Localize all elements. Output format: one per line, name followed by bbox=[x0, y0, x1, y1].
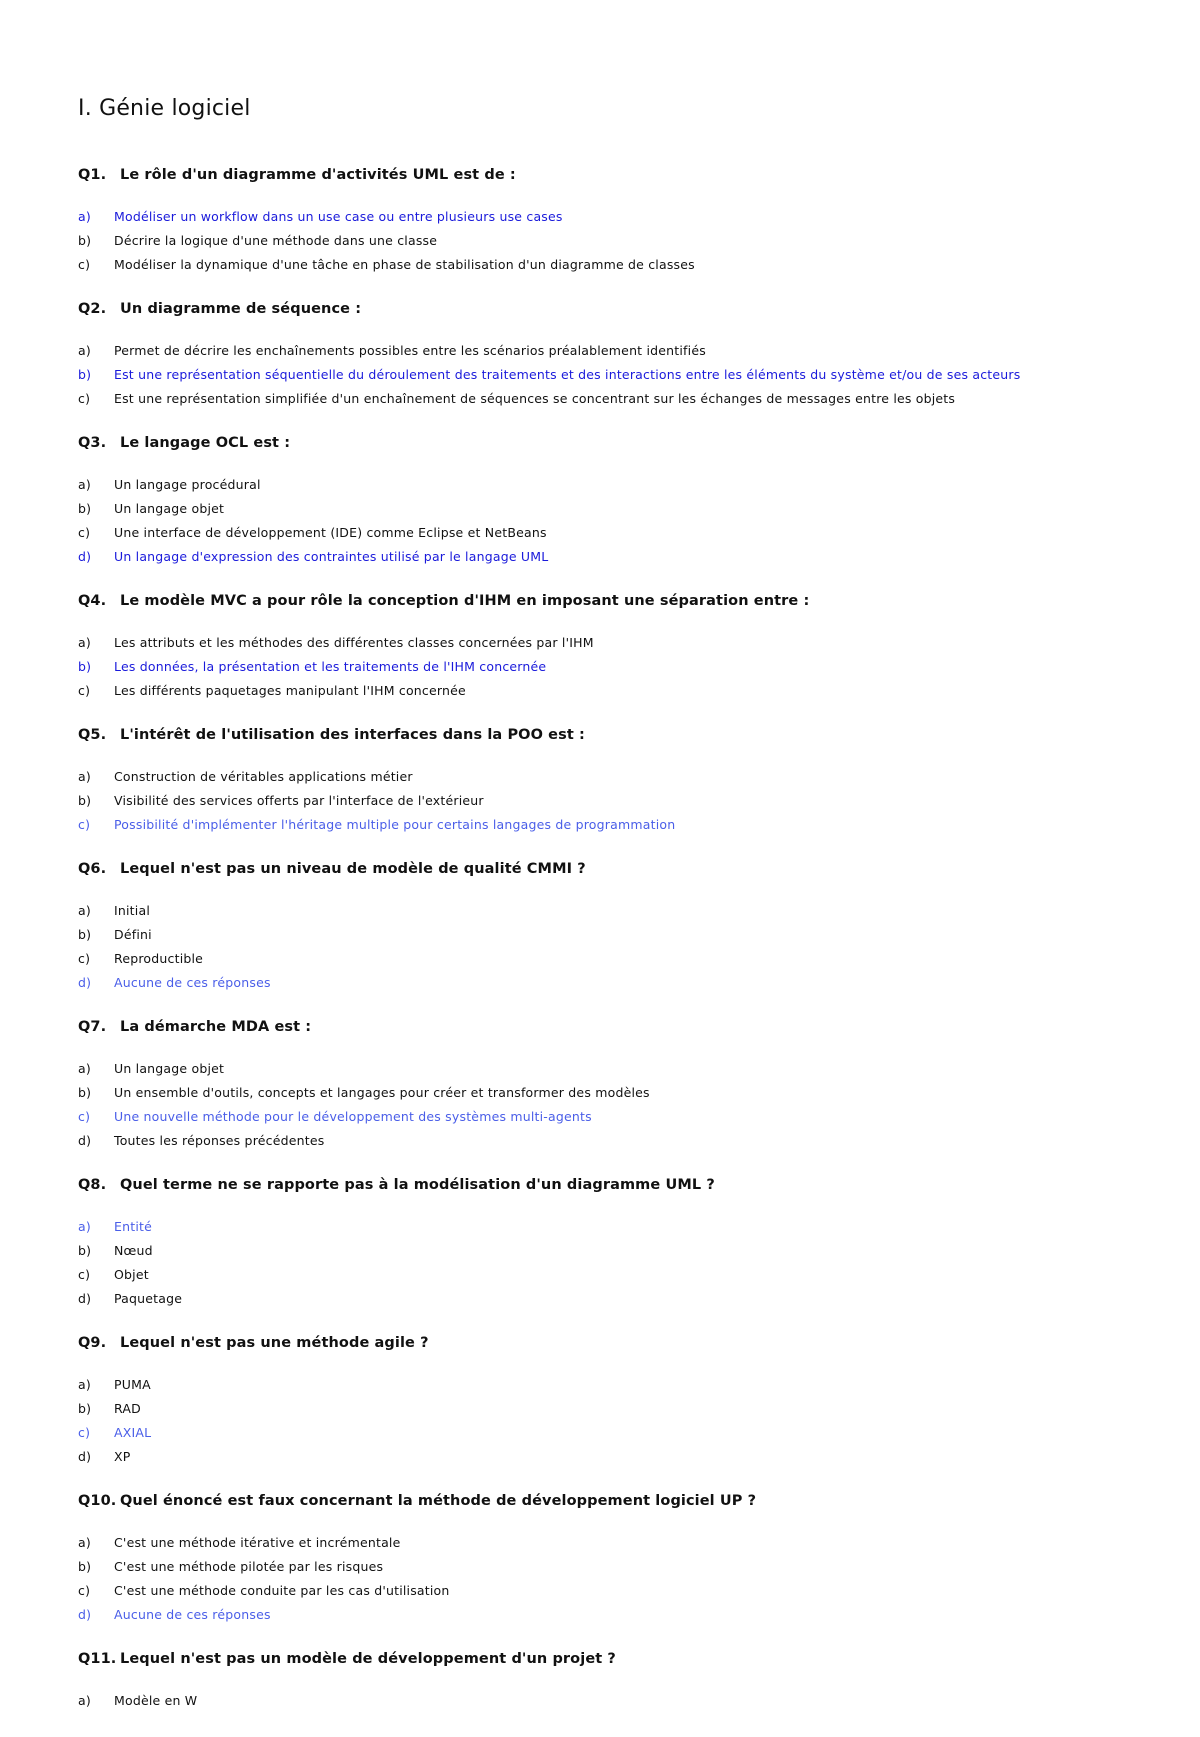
answer-letter: c) bbox=[78, 257, 91, 272]
answer-option bbox=[78, 387, 1118, 411]
answer-text: Possibilité d'implémenter l'héritage multiple pour certains langages de programmation bbox=[114, 817, 676, 832]
answer-letter: d) bbox=[78, 1291, 92, 1306]
answer-option-correct bbox=[78, 1215, 1118, 1239]
answer-letter: a) bbox=[78, 1219, 91, 1234]
answer-letter: d) bbox=[78, 549, 92, 564]
question-block bbox=[78, 593, 1118, 703]
question-text: Lequel n'est pas une méthode agile ? bbox=[120, 1335, 429, 1351]
question-block bbox=[78, 1177, 1118, 1311]
answer-option bbox=[78, 1555, 1118, 1579]
answer-letter: b) bbox=[78, 501, 92, 516]
answer-text: Entité bbox=[114, 1219, 152, 1234]
answer-list bbox=[78, 1215, 1118, 1311]
answer-text: Nœud bbox=[114, 1243, 153, 1258]
answer-option bbox=[78, 1129, 1118, 1153]
answer-option bbox=[78, 1445, 1118, 1469]
answer-list bbox=[78, 1689, 1118, 1713]
answer-option-correct bbox=[78, 971, 1118, 995]
answer-option bbox=[78, 765, 1118, 789]
answer-text: Un langage objet bbox=[114, 1061, 225, 1076]
answer-text: Initial bbox=[114, 903, 150, 918]
answer-letter: c) bbox=[78, 1583, 91, 1598]
answer-option-correct bbox=[78, 363, 1118, 387]
answer-option bbox=[78, 497, 1118, 521]
answer-text: Les données, la présentation et les traitements de l'IHM concernée bbox=[114, 659, 547, 674]
answer-text: Modéliser un workflow dans un use case ou entre plusieurs use cases bbox=[114, 209, 563, 224]
question-text: Le langage OCL est : bbox=[120, 435, 291, 451]
answer-option-correct bbox=[78, 813, 1118, 837]
answer-letter: b) bbox=[78, 1243, 92, 1258]
answer-text: Reproductible bbox=[114, 951, 204, 966]
question-number: Q11. bbox=[78, 1651, 117, 1667]
answer-letter: a) bbox=[78, 343, 91, 358]
question-title bbox=[78, 1493, 1118, 1509]
question-text: La démarche MDA est : bbox=[120, 1019, 312, 1035]
answer-list bbox=[78, 1057, 1118, 1153]
answer-letter: c) bbox=[78, 817, 91, 832]
question-number: Q5. bbox=[78, 727, 107, 743]
exam-page bbox=[78, 96, 1118, 1737]
answer-letter: b) bbox=[78, 1401, 92, 1416]
answer-list bbox=[78, 765, 1118, 837]
answer-letter: a) bbox=[78, 769, 91, 784]
answer-option bbox=[78, 899, 1118, 923]
question-title bbox=[78, 593, 1118, 609]
question-block bbox=[78, 1335, 1118, 1469]
question-text: Quel terme ne se rapporte pas à la modélisation d'un diagramme UML ? bbox=[120, 1177, 715, 1193]
answer-option bbox=[78, 1263, 1118, 1287]
answer-text: AXIAL bbox=[114, 1425, 152, 1440]
answer-letter: a) bbox=[78, 1061, 91, 1076]
answer-letter: b) bbox=[78, 367, 92, 382]
question-number: Q4. bbox=[78, 593, 107, 609]
answer-letter: d) bbox=[78, 1607, 92, 1622]
question-number: Q3. bbox=[78, 435, 107, 451]
answer-letter: b) bbox=[78, 659, 92, 674]
answer-option bbox=[78, 679, 1118, 703]
answer-letter: c) bbox=[78, 1267, 91, 1282]
question-text: Lequel n'est pas un modèle de développement d'un projet ? bbox=[120, 1651, 616, 1667]
answer-text: Permet de décrire les enchaînements possibles entre les scénarios préalablement identifiés bbox=[114, 343, 706, 358]
answer-option-correct bbox=[78, 1421, 1118, 1445]
question-text: Un diagramme de séquence : bbox=[120, 301, 362, 317]
answer-list bbox=[78, 899, 1118, 995]
answer-text: Un langage objet bbox=[114, 501, 225, 516]
question-number: Q9. bbox=[78, 1335, 107, 1351]
answer-option bbox=[78, 229, 1118, 253]
question-list bbox=[78, 167, 1118, 1713]
answer-text: Paquetage bbox=[114, 1291, 183, 1306]
question-block bbox=[78, 1651, 1118, 1713]
answer-letter: c) bbox=[78, 683, 91, 698]
question-number: Q7. bbox=[78, 1019, 107, 1035]
question-block bbox=[78, 1493, 1118, 1627]
question-text: Le rôle d'un diagramme d'activités UML est de : bbox=[120, 167, 516, 183]
answer-text: Est une représentation séquentielle du déroulement des traitements et des interactions entre les éléments du système et/ou de ses acteurs bbox=[114, 367, 1021, 382]
answer-letter: c) bbox=[78, 391, 91, 406]
answer-list bbox=[78, 1373, 1118, 1469]
answer-letter: a) bbox=[78, 477, 91, 492]
answer-option bbox=[78, 947, 1118, 971]
answer-letter: a) bbox=[78, 1377, 91, 1392]
answer-text: Les attributs et les méthodes des différentes classes concernées par l'IHM bbox=[114, 635, 594, 650]
question-number: Q6. bbox=[78, 861, 107, 877]
answer-option bbox=[78, 253, 1118, 277]
answer-letter: c) bbox=[78, 1109, 91, 1124]
answer-text: Modéliser la dynamique d'une tâche en phase de stabilisation d'un diagramme de classes bbox=[114, 257, 695, 272]
question-block bbox=[78, 301, 1118, 411]
question-number: Q1. bbox=[78, 167, 107, 183]
section-title: I. Génie logiciel bbox=[78, 96, 251, 121]
answer-option-correct bbox=[78, 655, 1118, 679]
question-number: Q10. bbox=[78, 1493, 117, 1509]
question-block bbox=[78, 435, 1118, 569]
question-text: Lequel n'est pas un niveau de modèle de qualité CMMI ? bbox=[120, 861, 586, 877]
answer-option bbox=[78, 923, 1118, 947]
answer-text: Décrire la logique d'une méthode dans une classe bbox=[114, 233, 438, 248]
answer-letter: a) bbox=[78, 1535, 91, 1550]
answer-list bbox=[78, 205, 1118, 277]
answer-option bbox=[78, 1397, 1118, 1421]
answer-option bbox=[78, 1579, 1118, 1603]
question-title bbox=[78, 1019, 1118, 1035]
question-text: L'intérêt de l'utilisation des interfaces dans la POO est : bbox=[120, 727, 585, 743]
answer-text: Les différents paquetages manipulant l'IHM concernée bbox=[114, 683, 466, 698]
answer-letter: c) bbox=[78, 525, 91, 540]
answer-text: Une interface de développement (IDE) comme Eclipse et NetBeans bbox=[114, 525, 547, 540]
question-block bbox=[78, 1019, 1118, 1153]
answer-text: Modèle en W bbox=[114, 1693, 198, 1708]
answer-list bbox=[78, 631, 1118, 703]
answer-text: Un langage procédural bbox=[114, 477, 261, 492]
answer-option bbox=[78, 473, 1118, 497]
answer-option bbox=[78, 1239, 1118, 1263]
answer-option bbox=[78, 1531, 1118, 1555]
question-title bbox=[78, 1335, 1118, 1351]
answer-text: C'est une méthode itérative et incrémentale bbox=[114, 1535, 401, 1550]
answer-letter: a) bbox=[78, 1693, 91, 1708]
answer-option bbox=[78, 1373, 1118, 1397]
answer-option bbox=[78, 1081, 1118, 1105]
answer-letter: b) bbox=[78, 793, 92, 808]
answer-text: Une nouvelle méthode pour le développement des systèmes multi-agents bbox=[114, 1109, 592, 1124]
answer-option bbox=[78, 521, 1118, 545]
answer-letter: b) bbox=[78, 233, 92, 248]
question-number: Q2. bbox=[78, 301, 107, 317]
answer-letter: a) bbox=[78, 635, 91, 650]
answer-letter: a) bbox=[78, 209, 91, 224]
question-title bbox=[78, 167, 1118, 183]
answer-text: Construction de véritables applications métier bbox=[114, 769, 413, 784]
question-title bbox=[78, 435, 1118, 451]
answer-letter: d) bbox=[78, 975, 92, 990]
question-title bbox=[78, 861, 1118, 877]
answer-letter: c) bbox=[78, 951, 91, 966]
answer-text: Aucune de ces réponses bbox=[114, 975, 271, 990]
answer-list bbox=[78, 473, 1118, 569]
answer-letter: d) bbox=[78, 1449, 92, 1464]
answer-text: RAD bbox=[114, 1401, 141, 1416]
question-title bbox=[78, 1651, 1118, 1667]
answer-text: Visibilité des services offerts par l'interface de l'extérieur bbox=[114, 793, 484, 808]
question-number: Q8. bbox=[78, 1177, 107, 1193]
answer-text: C'est une méthode pilotée par les risques bbox=[114, 1559, 384, 1574]
question-block bbox=[78, 167, 1118, 277]
answer-list bbox=[78, 1531, 1118, 1627]
question-block bbox=[78, 727, 1118, 837]
question-title bbox=[78, 1177, 1118, 1193]
answer-letter: b) bbox=[78, 927, 92, 942]
question-title bbox=[78, 301, 1118, 317]
answer-letter: b) bbox=[78, 1559, 92, 1574]
question-text: Le modèle MVC a pour rôle la conception d'IHM en imposant une séparation entre : bbox=[120, 593, 810, 609]
answer-letter: c) bbox=[78, 1425, 91, 1440]
answer-list bbox=[78, 339, 1118, 411]
answer-letter: d) bbox=[78, 1133, 92, 1148]
answer-text: PUMA bbox=[114, 1377, 151, 1392]
answer-text: Défini bbox=[114, 927, 152, 942]
answer-text: Toutes les réponses précédentes bbox=[114, 1133, 325, 1148]
question-title bbox=[78, 727, 1118, 743]
answer-option bbox=[78, 1287, 1118, 1311]
answer-option bbox=[78, 789, 1118, 813]
question-text: Quel énoncé est faux concernant la méthode de développement logiciel UP ? bbox=[120, 1493, 757, 1509]
answer-text: Aucune de ces réponses bbox=[114, 1607, 271, 1622]
answer-text: Est une représentation simplifiée d'un enchaînement de séquences se concentrant sur les échanges de messages entre les objets bbox=[114, 391, 956, 406]
answer-option bbox=[78, 339, 1118, 363]
answer-text: Un ensemble d'outils, concepts et langages pour créer et transformer des modèles bbox=[114, 1085, 650, 1100]
answer-letter: b) bbox=[78, 1085, 92, 1100]
answer-text: Un langage d'expression des contraintes utilisé par le langage UML bbox=[114, 549, 549, 564]
question-block bbox=[78, 861, 1118, 995]
answer-option bbox=[78, 1057, 1118, 1081]
answer-option bbox=[78, 1689, 1118, 1713]
answer-option-correct bbox=[78, 545, 1118, 569]
answer-text: C'est une méthode conduite par les cas d'utilisation bbox=[114, 1583, 450, 1598]
answer-text: XP bbox=[114, 1449, 131, 1464]
answer-option bbox=[78, 631, 1118, 655]
answer-letter: a) bbox=[78, 903, 91, 918]
answer-option-correct bbox=[78, 205, 1118, 229]
answer-option-correct bbox=[78, 1603, 1118, 1627]
answer-text: Objet bbox=[114, 1267, 149, 1282]
answer-option-correct bbox=[78, 1105, 1118, 1129]
